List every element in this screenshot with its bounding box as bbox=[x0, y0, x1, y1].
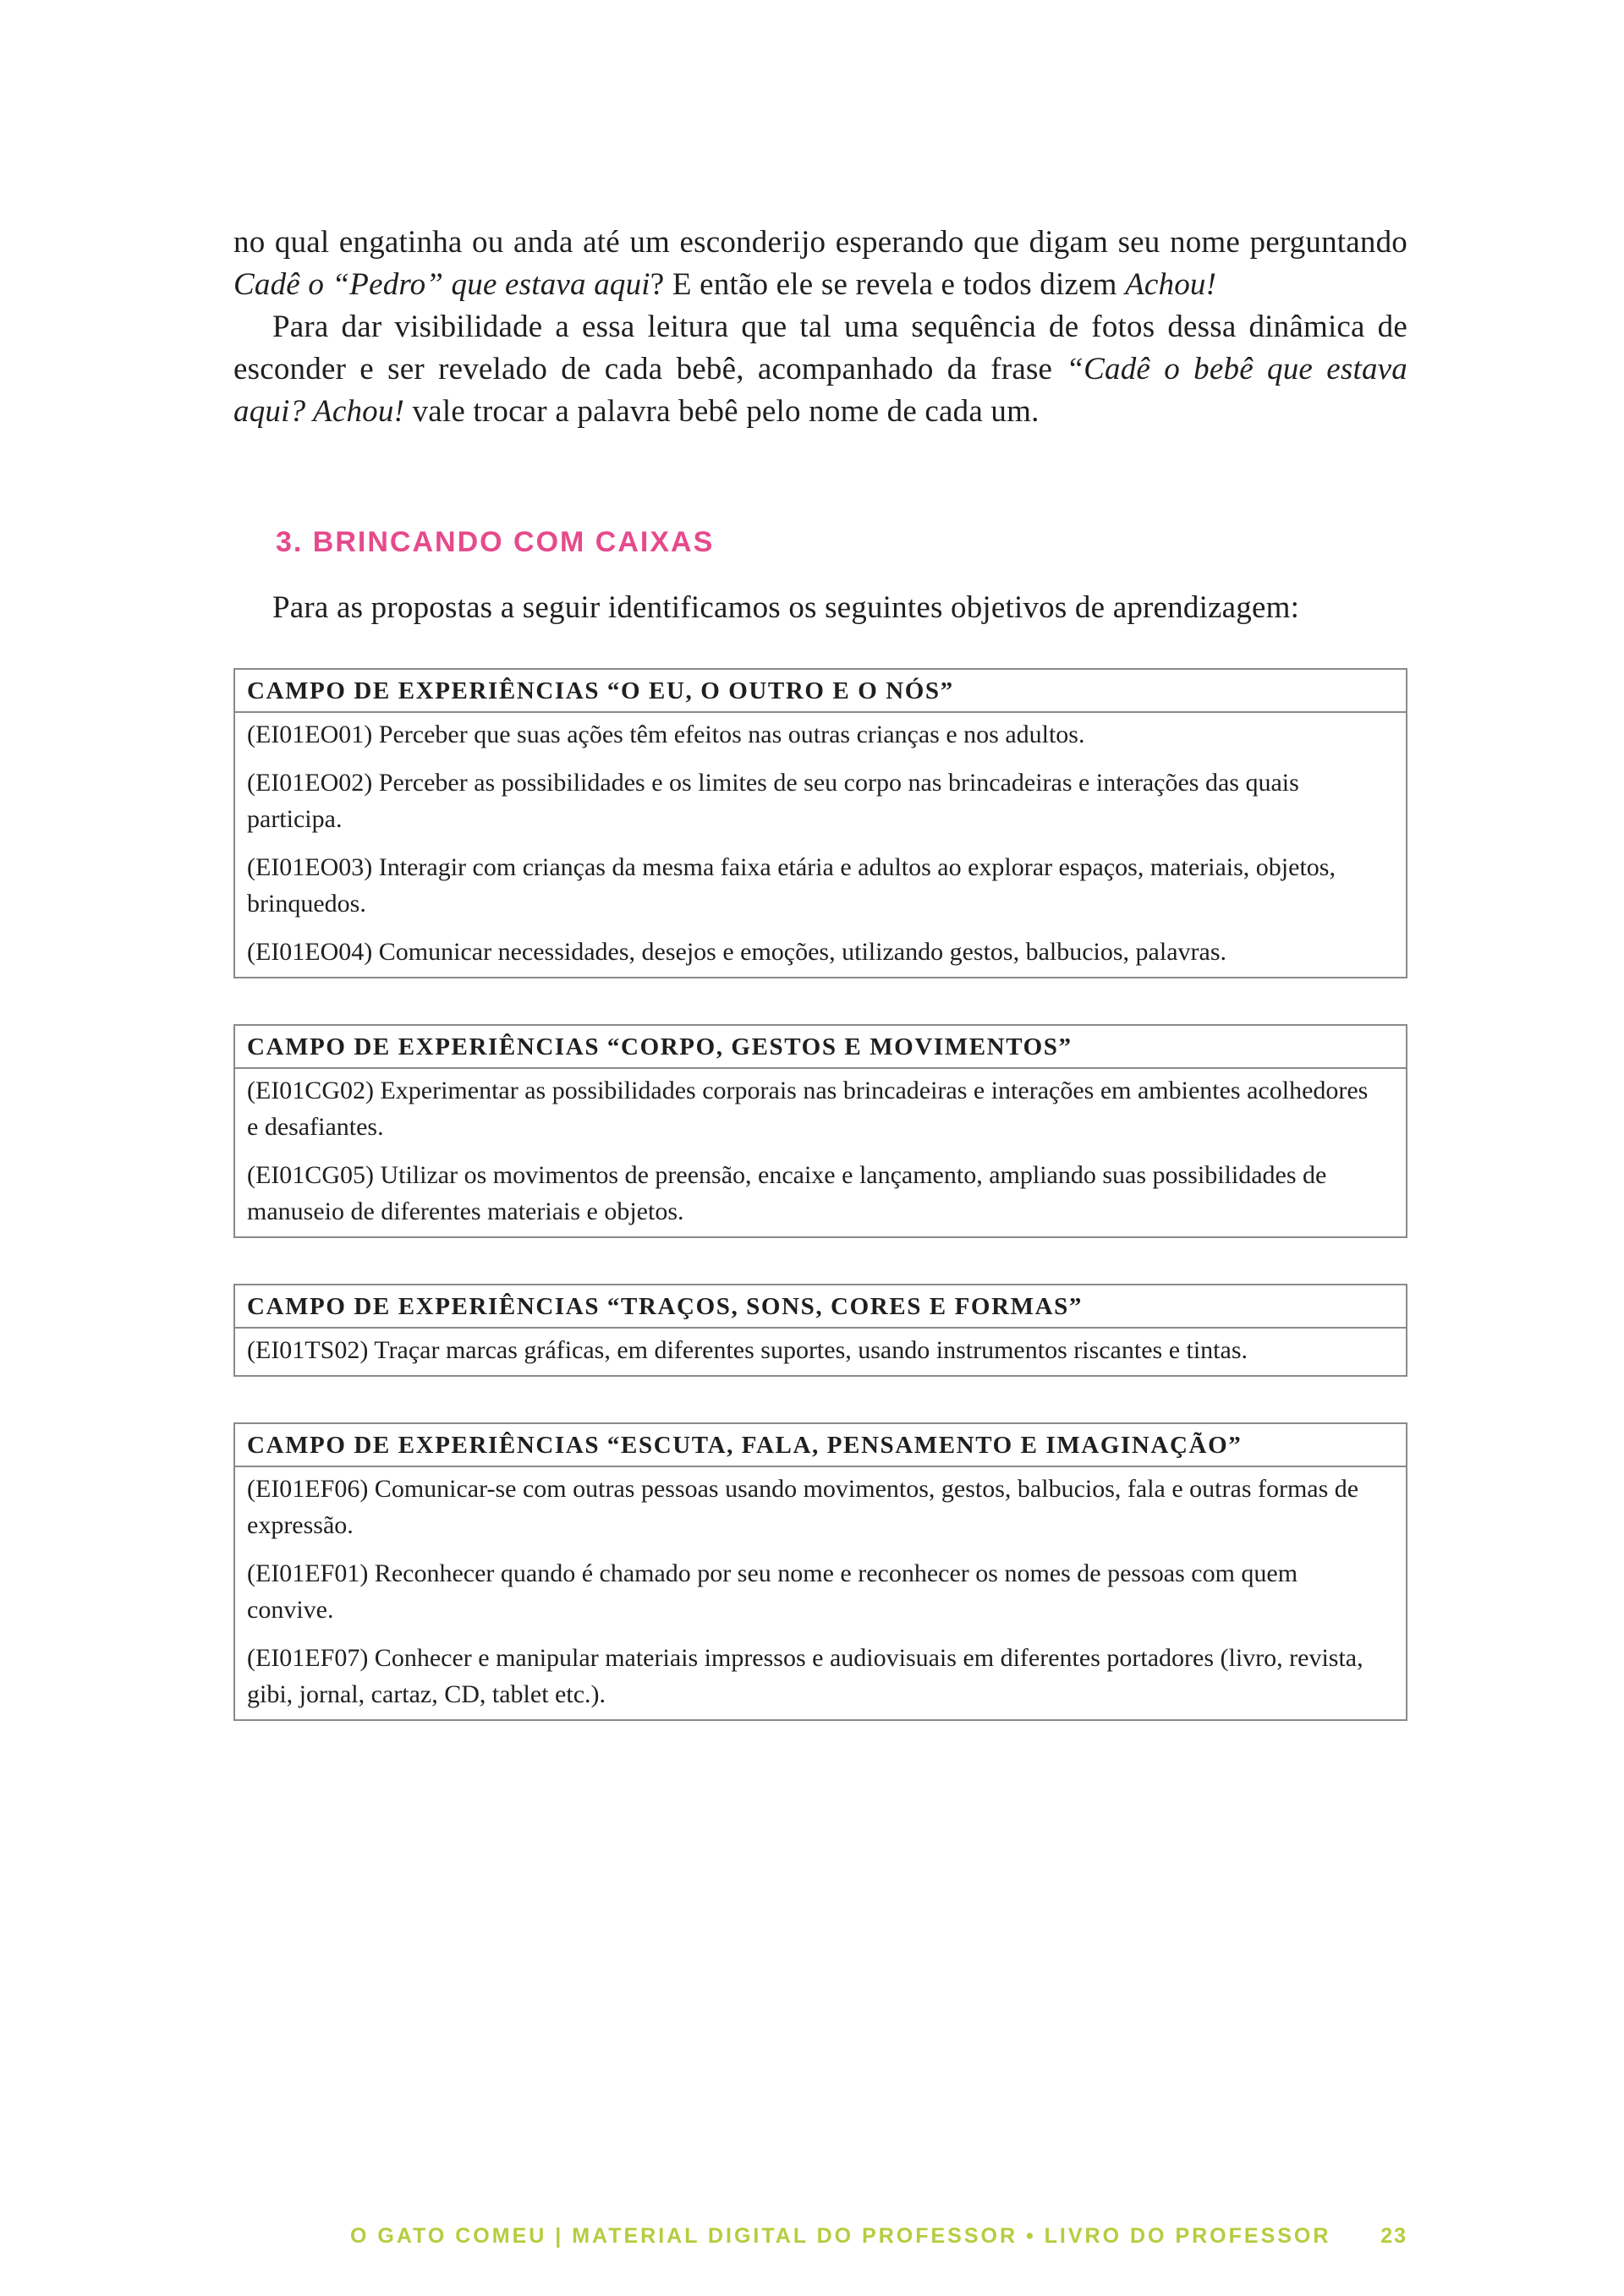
objective-item: (EI01EO04) Comunicar necessidades, desejos e emoções, utilizando gestos, balbucios, palavras. bbox=[247, 938, 1227, 966]
objective-item: (EI01EF01) Reconhecer quando é chamado por seu nome e reconhecer os nomes de pessoas com quem convive. bbox=[247, 1559, 1298, 1624]
paragraph-1 bbox=[233, 222, 1407, 306]
section-title: 3. BRINCANDO COM CAIXAS bbox=[276, 526, 715, 558]
objectives-box bbox=[233, 668, 1407, 978]
objectives-box-body bbox=[235, 713, 1406, 977]
paragraph-1-text-c: ? E então ele se revela e todos dizem bbox=[650, 267, 1126, 302]
paragraph-1-italic-b: Cadê o “Pedro” que estava aqui bbox=[233, 267, 650, 302]
objectives-box-heading: CAMPO DE EXPERIÊNCIAS “O EU, O OUTRO E O NÓS” bbox=[235, 670, 1406, 713]
objective-item: (EI01EF07) Conhecer e manipular materiais impressos e audiovisuais em diferentes portadores (livro, revista, gibi, jornal, cartaz, CD, tablet etc.). bbox=[247, 1644, 1363, 1708]
objective-item: (EI01EF06) Comunicar-se com outras pessoas usando movimentos, gestos, balbucios, fala e outras formas de expressão. bbox=[247, 1475, 1359, 1539]
objectives-box-body bbox=[235, 1467, 1406, 1719]
objective-item: (EI01CG02) Experimentar as possibilidades corporais nas brincadeiras e interações em ambientes acolhedores e desafiantes. bbox=[247, 1077, 1369, 1141]
paragraph-2-italic-b: “Cadê o bebê que estava aqui? Achou! bbox=[233, 352, 1407, 429]
section-intro: Para as propostas a seguir identificamos os seguintes objetivos de aprendizagem: bbox=[272, 590, 1300, 625]
objectives-list bbox=[233, 668, 1407, 1721]
objective-item: (EI01EO02) Perceber as possibilidades e os limites de seu corpo nas brincadeiras e interações das quais participa. bbox=[247, 769, 1299, 833]
page-footer bbox=[350, 2224, 1407, 2249]
paragraph-2 bbox=[233, 306, 1407, 433]
objective-item: (EI01EO03) Interagir com crianças da mesma faixa etária e adultos ao explorar espaços, materiais, objetos, brinquedos. bbox=[247, 853, 1336, 918]
objectives-box bbox=[233, 1422, 1407, 1721]
objective-item: (EI01CG05) Utilizar os movimentos de preensão, encaixe e lançamento, ampliando suas possibilidades de manuseio de diferentes materiais e objetos. bbox=[247, 1161, 1327, 1225]
objective-item: (EI01EO01) Perceber que suas ações têm efeitos nas outras crianças e nos adultos. bbox=[247, 721, 1085, 748]
page-content bbox=[233, 222, 1407, 1721]
objective-item: (EI01TS02) Traçar marcas gráficas, em diferentes suportes, usando instrumentos riscantes e tintas. bbox=[247, 1336, 1248, 1364]
objectives-box-body bbox=[235, 1069, 1406, 1236]
page-number: 23 bbox=[1380, 2224, 1407, 2248]
paragraph-2-text-c: vale trocar a palavra bebê pelo nome de cada um. bbox=[404, 394, 1040, 429]
objectives-box bbox=[233, 1024, 1407, 1238]
paragraph-2-text-a: Para dar visibilidade a essa leitura que tal uma sequência de fotos dessa dinâmica de esconder e ser revelado de cada bebê, acompanhado da frase bbox=[233, 310, 1407, 386]
objectives-box-body bbox=[235, 1329, 1406, 1375]
footer-running-title: O GATO COMEU | MATERIAL DIGITAL DO PROFESSOR • LIVRO DO PROFESSOR bbox=[350, 2224, 1331, 2248]
objectives-box-heading: CAMPO DE EXPERIÊNCIAS “CORPO, GESTOS E MOVIMENTOS” bbox=[235, 1026, 1406, 1069]
objectives-box-heading: CAMPO DE EXPERIÊNCIAS “TRAÇOS, SONS, CORES E FORMAS” bbox=[235, 1285, 1406, 1329]
paragraph-1-text-a: no qual engatinha ou anda até um esconderijo esperando que digam seu nome perguntando bbox=[233, 225, 1407, 260]
objectives-box-heading: CAMPO DE EXPERIÊNCIAS “ESCUTA, FALA, PENSAMENTO E IMAGINAÇÃO” bbox=[235, 1424, 1406, 1467]
paragraph-1-italic-d: Achou! bbox=[1125, 267, 1217, 302]
objectives-box bbox=[233, 1284, 1407, 1377]
